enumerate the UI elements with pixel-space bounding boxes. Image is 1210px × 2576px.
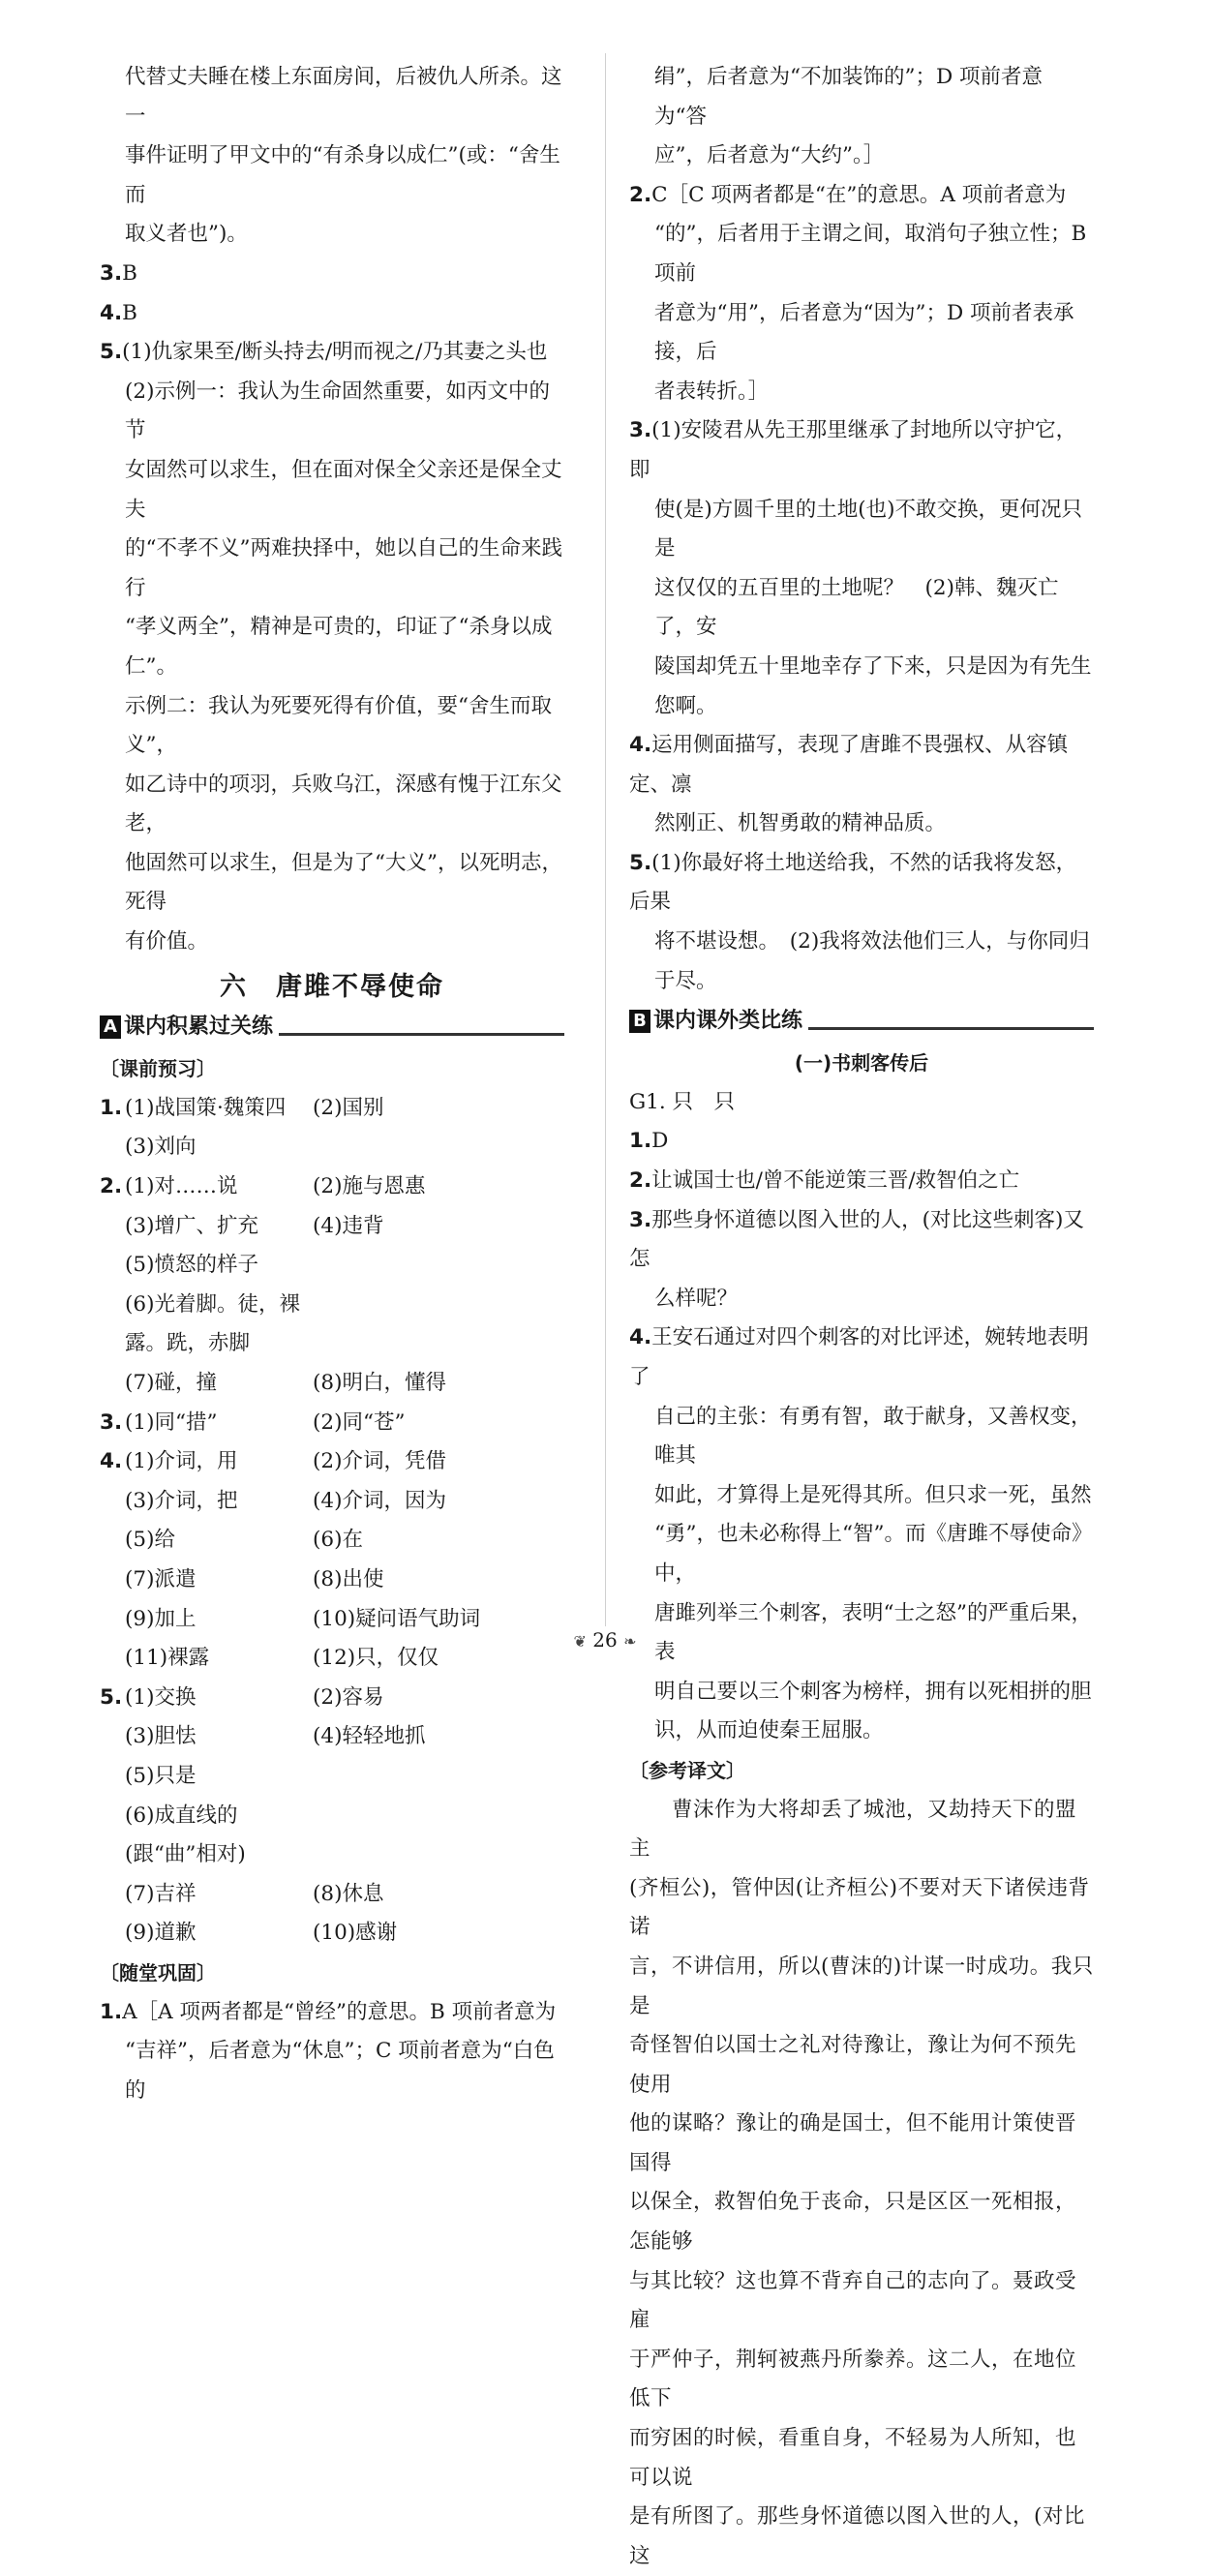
- answer-line: 将不堪设想。 (2)我将效法他们三人，与你同归: [654, 929, 1090, 955]
- question-number: 4.: [100, 300, 123, 325]
- question-number: 2.: [100, 1174, 123, 1199]
- translation-line: 而穷困的时候，看重自身，不轻易为人所知，也可以说: [629, 2426, 1077, 2490]
- answer-item: [629, 1201, 1094, 1280]
- vocab-item: (11)裸露: [125, 1646, 210, 1671]
- answer-line: 他固然可以求生，但是为了“大义”，以死明志，死得: [125, 850, 562, 915]
- sub-title: (一)书刺客传后: [794, 1051, 929, 1076]
- section-title: 六 唐雎不辱使命: [220, 971, 444, 1002]
- vocab-item: (10)感谢: [313, 1921, 398, 1946]
- answer-item: [629, 1122, 1094, 1162]
- vocab-row: [100, 1442, 564, 1482]
- answer-line: 有价值。: [125, 929, 209, 955]
- vocab-row: [100, 1286, 564, 1364]
- answer-item: [629, 1318, 1094, 1397]
- vocab-item: (10)疑问语气助词: [313, 1606, 481, 1631]
- answer-line: 唐雎列举三个刺客，表明“士之怒”的严重后果，表: [654, 1600, 1092, 1665]
- answer-line: “孝义两全”，精神是可贵的，印证了“杀身以成仁”。: [125, 615, 553, 679]
- vocab-row: [100, 1717, 564, 1757]
- vocab-item: (2)国别: [313, 1095, 384, 1120]
- vocab-item: (6)在: [313, 1528, 363, 1553]
- banner-text: 课内课外类比练: [653, 1008, 803, 1033]
- answer-line: “吉祥”，后者意为“休息”；C 项前者意为“白色的: [125, 2039, 555, 2103]
- vocab-item: (8)休息: [313, 1881, 384, 1906]
- question-number: [100, 1561, 125, 1600]
- vocab-row: [100, 1521, 564, 1561]
- answer-line: 自己的主张：有勇有智，敢于献身，又善权变，唯其: [654, 1404, 1092, 1469]
- vocab-item: (6)成直线的(跟“曲”相对): [125, 1803, 246, 1867]
- vocab-item: (1)介词，用: [125, 1449, 238, 1474]
- answer-line: “勇”，也未必称得上“智”。而《唐雎不辱使命》中，: [654, 1522, 1093, 1586]
- answer-line: 者意为“用”，后者意为“因为”；D 项前者表承接，后: [654, 300, 1074, 365]
- answer-line: 明自己要以三个刺客为榜样，拥有以死相拼的胆: [654, 1679, 1092, 1704]
- ref-label: 〔参考译文〕: [629, 1758, 745, 1782]
- vocab-item: (8)明白，懂得: [313, 1371, 446, 1395]
- question-number: 5.: [100, 340, 123, 365]
- translation-line: 奇怪智伯以国士之礼对待豫让，豫让为何不预先使用: [629, 2033, 1077, 2097]
- question-number: [100, 1639, 125, 1679]
- right-column: [629, 58, 1094, 2576]
- answer-item: [629, 844, 1094, 923]
- translation-line: 于严仲子，荆轲被燕丹所豢养。这二人，在地位低下: [629, 2347, 1077, 2411]
- question-number: [100, 1364, 125, 1404]
- banner-letter: A: [100, 1015, 121, 1039]
- question-number: [100, 1128, 125, 1167]
- question-number: 3.: [100, 1409, 123, 1435]
- vocab-item: (2)同“苍”: [313, 1409, 406, 1435]
- banner-letter: B: [629, 1010, 650, 1033]
- answer-line: 代替丈夫睡在楼上东面房间，后被仇人所杀。这一: [125, 65, 562, 129]
- question-number: 1.: [100, 1095, 123, 1120]
- translation-line: 他的谋略？豫让的确是国士，但不能用计策使晋国得: [629, 2111, 1077, 2175]
- answer-line: 这仅仅的五百里的土地呢？ (2)韩、魏灭亡了，安: [654, 575, 1059, 640]
- translation-line: 与其比较？这也算不背弃自己的志向了。聂政受雇: [629, 2268, 1077, 2333]
- vocab-item: (2)容易: [313, 1684, 384, 1710]
- question-number: 4.: [629, 733, 652, 758]
- answer-line: 如此，才算得上是死得其所。但只求一死，虽然: [654, 1482, 1092, 1507]
- question-number: 2.: [629, 1168, 652, 1194]
- translation-line: 以保全，救智伯免于丧命，只是区区一死相报，怎能够: [629, 2190, 1077, 2255]
- vocab-item: (3)增广、扩充: [125, 1213, 258, 1238]
- answer-text: C［C 项两者都是“在”的意思。A 项前者意为: [651, 182, 1067, 207]
- question-number: [100, 1717, 125, 1757]
- vocab-item: (5)愤怒的样子: [125, 1253, 258, 1278]
- column-divider: [605, 53, 606, 1626]
- question-number: [100, 1521, 125, 1561]
- vocab-item: (7)碰，撞: [125, 1371, 217, 1395]
- answer-text: B: [122, 300, 137, 325]
- vocab-row: [100, 1364, 564, 1404]
- question-number: [100, 1875, 125, 1915]
- page-number-text: 26: [592, 1628, 618, 1652]
- vocab-item: (4)介词，因为: [313, 1488, 446, 1513]
- vocab-row: [100, 1797, 564, 1875]
- vocab-item: (9)道歉: [125, 1921, 197, 1946]
- question-number: 3.: [629, 418, 652, 443]
- vocab-item: (6)光着脚。徒，裸露。跣，赤脚: [125, 1291, 300, 1356]
- answer-item: [629, 1162, 1094, 1201]
- vocab-row: [100, 1207, 564, 1247]
- question-number: [100, 1286, 125, 1364]
- answer-text: 运用侧面描写，表现了唐雎不畏强权、从容镇定、凛: [629, 733, 1069, 797]
- answer-line: 如乙诗中的项羽，兵败乌江，深感有愧于江东父老，: [125, 772, 562, 836]
- translation-line: (齐桓公)，管仲因(让齐桓公)不要对天下诸侯违背诺: [629, 1875, 1090, 1940]
- vocab-item: (2)施与恩惠: [313, 1174, 426, 1199]
- translation-line: 言，不讲信用，所以(曹沫的)计谋一时成功。我只是: [629, 1954, 1094, 2018]
- vocab-item: (2)介词，凭借: [313, 1449, 446, 1474]
- banner-b: [629, 1005, 1094, 1038]
- answer-item: [629, 411, 1094, 490]
- answer-text: 王安石通过对四个刺客的对比评述，婉转地表明了: [629, 1325, 1089, 1389]
- question-number: [100, 1246, 125, 1286]
- vocab-item: (4)违背: [313, 1213, 384, 1238]
- ornament-left-icon: ❦: [573, 1632, 587, 1651]
- follow-label: 〔随堂巩固〕: [100, 1960, 216, 1985]
- vocab-item: (3)刘向: [125, 1135, 197, 1160]
- vocab-row: [100, 1089, 564, 1129]
- answer-item: [100, 1993, 564, 2033]
- banner-text: 课内积累过关练: [124, 1014, 274, 1039]
- answer-text: (1)安陵君从先王那里继承了封地所以守护它，即: [629, 418, 1077, 482]
- page-number: [542, 1628, 668, 1652]
- answer-line: 示例二：我认为死要死得有价值，要“舍生而取义”，: [125, 693, 552, 758]
- vocab-item: (9)加上: [125, 1606, 197, 1631]
- vocab-row: [100, 1246, 564, 1286]
- answer-text: B: [122, 260, 137, 286]
- answer-text: A［A 项两者都是“曾经”的意思。B 项前者意为: [122, 1999, 557, 2024]
- answer-text: (1)你最好将土地送给我，不然的话我将发怒，后果: [629, 850, 1077, 915]
- vocab-item: (1)对……说: [125, 1174, 238, 1199]
- question-number: 2.: [629, 182, 652, 207]
- vocab-row: [100, 1757, 564, 1797]
- vocab-row: [100, 1639, 564, 1679]
- vocab-row: [100, 1600, 564, 1640]
- vocab-item: (12)只，仅仅: [313, 1646, 439, 1671]
- vocab-item: (3)介词，把: [125, 1488, 238, 1513]
- translation-line: 是有所图了。那些身怀道德以图入世的人，(对比这: [629, 2504, 1085, 2568]
- answer-line: 绢”，后者意为“不加装饰的”；D 项前者意为“答: [654, 65, 1044, 129]
- question-number: [100, 1600, 125, 1640]
- answer-line: 者表转折。］: [654, 379, 770, 404]
- answer-item: [100, 294, 564, 334]
- answer-line: “的”，后者用于主谓之间，取消句子独立性；B 项前: [654, 222, 1087, 286]
- question-number: 4.: [100, 1449, 123, 1474]
- g1-line: G1. 只 只: [629, 1089, 736, 1114]
- answer-line: 您啊。: [654, 693, 717, 718]
- answer-line: 应”，后者意为“大约”。］: [654, 143, 885, 168]
- answer-text: 让诚国士也/曾不能逆策三晋/救智伯之亡: [651, 1168, 1020, 1194]
- banner-wave-icon: [279, 1019, 564, 1036]
- question-number: [100, 1482, 125, 1522]
- answer-line: 事件证明了甲文中的“有杀身以成仁”(或：“舍生而: [125, 143, 560, 207]
- question-number: 3.: [629, 1207, 652, 1232]
- pre-label: 〔课前预习〕: [100, 1057, 216, 1081]
- translation-line: 曹沫作为大将却丢了城池，又劫持天下的盟主: [629, 1797, 1077, 1862]
- question-number: 1.: [100, 1999, 123, 2024]
- vocab-row: [100, 1561, 564, 1600]
- answer-text: 那些身怀道德以图入世的人，(对比这些刺客)又怎: [629, 1207, 1084, 1272]
- vocab-row: [100, 1482, 564, 1522]
- answer-line: 识，从而迫使秦王屈服。: [654, 1718, 884, 1743]
- vocab-item: (7)派遣: [125, 1566, 197, 1591]
- answer-text: (1)仇家果至/断头持去/明而视之/乃其妻之头也: [122, 340, 548, 365]
- answer-line: 陵国却凭五十里地幸存了下来，只是因为有先生: [654, 653, 1092, 679]
- vocab-row: [100, 1128, 564, 1167]
- question-number: 1.: [629, 1129, 652, 1154]
- question-number: 3.: [100, 260, 123, 286]
- question-number: 5.: [100, 1684, 123, 1710]
- vocab-item: (3)胆怯: [125, 1724, 197, 1749]
- left-column: [100, 58, 564, 2110]
- vocab-item: (7)吉祥: [125, 1881, 197, 1906]
- answer-item: [629, 726, 1094, 804]
- question-number: 4.: [629, 1325, 652, 1350]
- question-number: 5.: [629, 850, 652, 875]
- vocab-item: (4)轻轻地抓: [313, 1724, 426, 1749]
- answer-item: [100, 333, 564, 373]
- answer-line: 的“不孝不义”两难抉择中，她以自己的生命来践行: [125, 536, 562, 600]
- answer-line: (2)示例一：我认为生命固然重要，如丙文中的节: [125, 379, 550, 443]
- answer-line: 女固然可以求生，但在面对保全父亲还是保全丈夫: [125, 457, 562, 522]
- vocab-row: [100, 1404, 564, 1443]
- answer-line: 取义者也”)。: [125, 222, 248, 247]
- ornament-right-icon: ❧: [623, 1632, 637, 1651]
- question-number: [100, 1757, 125, 1797]
- vocab-item: (1)交换: [125, 1684, 197, 1710]
- banner-wave-icon: [808, 1014, 1094, 1030]
- answer-line: 于尽。: [654, 968, 717, 993]
- question-number: [100, 1207, 125, 1247]
- vocab-row: [100, 1914, 564, 1954]
- vocab-row: [100, 1167, 564, 1207]
- vocab-item: (8)出使: [313, 1566, 384, 1591]
- vocab-row: [100, 1679, 564, 1718]
- vocab-row: [100, 1875, 564, 1915]
- answer-line: 然刚正、机智勇敢的精神品质。: [654, 811, 947, 836]
- answer-item: [100, 255, 564, 294]
- vocab-item: (5)给: [125, 1528, 175, 1553]
- vocab-item: (5)只是: [125, 1763, 197, 1788]
- question-number: [100, 1797, 125, 1875]
- answer-line: 么样呢？: [654, 1286, 739, 1311]
- vocab-item: (1)同“措”: [125, 1409, 218, 1435]
- answer-text: D: [651, 1129, 669, 1154]
- answer-line: 使(是)方圆千里的土地(也)不敢交换，更何况只是: [654, 497, 1083, 561]
- answer-item: [629, 176, 1094, 216]
- vocab-item: (1)战国策·魏策四: [125, 1095, 287, 1120]
- question-number: [100, 1914, 125, 1954]
- banner-a: [100, 1011, 564, 1044]
